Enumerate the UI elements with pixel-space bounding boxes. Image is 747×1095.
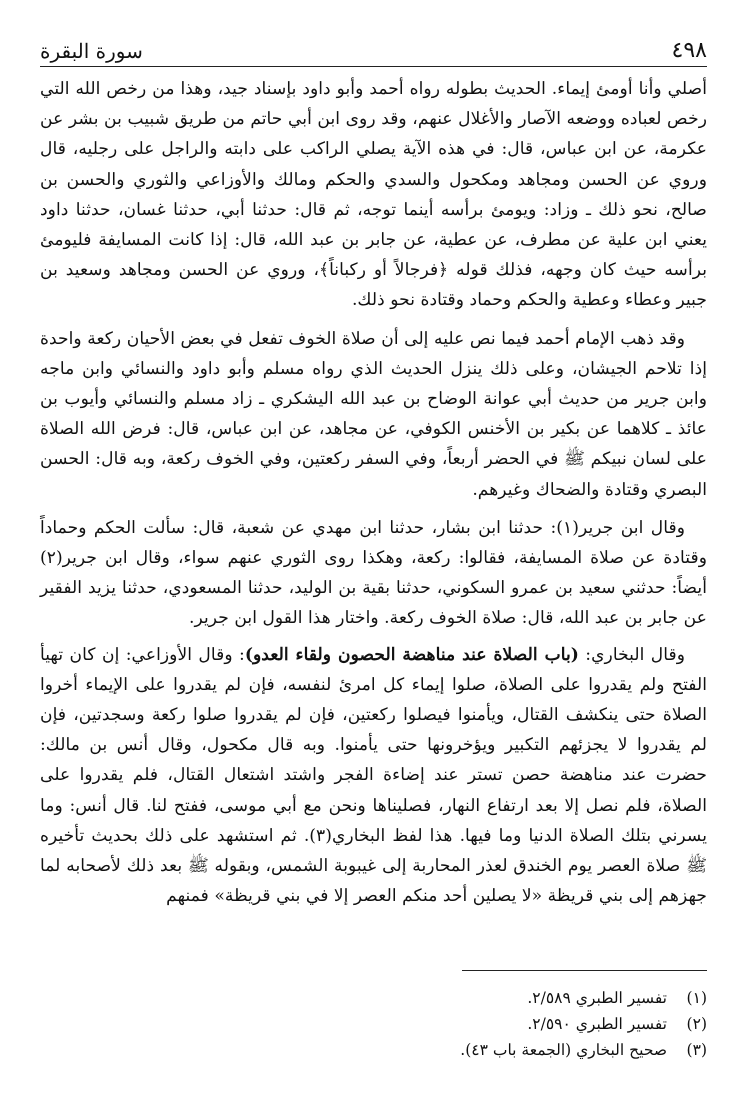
main-text <box>40 74 707 911</box>
footnote-text: تفسير الطبري ٢/٥٨٩. <box>527 989 667 1007</box>
bukhari-text: : وقال الأوزاعي: إن كان تهيأ الفتح ولم يقدروا على الصلاة، صلوا إيماء كل امرئ لنفسه، فإن لم يقدروا على الإيماء أخروا الصلاة حتى ينكشف القتال، ويأمنوا فيصلوا ركعتين، فإن لم يقدروا صلوا ركعة وسجدتين، فإن لم يقدروا لا يجزئهم التكبير ويؤخرونها حتى يأمنوا. وبه قال مكحول، وقال أنس بن مالك: حضرت عند مناهضة حصن تستر عند إضاءة الفجر واشتد اشتعال القتال، فلم يقدروا على الصلاة، فلم نصل إلا بعد ارتفاع النهار، فصليناها ونحن مع أبي موسى، ففتح لنا. قال أنس: وما يسرني بتلك الصلاة الدنيا وما فيها. هذا لفظ البخاري(٣). ثم استشهد على ذلك بحديث تأخيره ﷺ صلاة العصر يوم الخندق لعذر المحاربة إلى غيبوبة الشمس، وبقوله ﷺ بعد ذلك لأصحابه لما جهزهم إلى بني قريظة «لا يصلين أحد منكم العصر إلا في بني قريظة» فمنهم <box>40 644 707 907</box>
footnote-divider <box>462 970 707 971</box>
bukhari-chapter-title: (باب الصلاة عند مناهضة الحصون ولقاء العدو) <box>244 644 579 665</box>
paragraph: وقد ذهب الإمام أحمد فيما نص عليه إلى أن صلاة الخوف تفعل في بعض الأحيان ركعة واحدة إذا تلاحم الجيشان، وعلى ذلك ينزل الحديث الذي رواه مسلم وأبو داود والنسائي وابن ماجه وابن جرير من حديث أبي عوانة الوضاح بن عبد الله اليشكري ـ زاد مسلم والنسائي وأيوب بن عائذ ـ كلاهما عن بكير بن الأخنس الكوفي، عن مجاهد، عن ابن عباس، قال: فرض الله الصلاة على لسان نبيكم ﷺ في الحضر أربعاً، وفي السفر ركعتين، وفي الخوف ركعة، وبه قال: الحسن البصري وقتادة والضحاك وغيرهم. <box>40 328 708 500</box>
footnote-number: (٣) <box>686 1041 707 1059</box>
footnote-text: تفسير الطبري ٢/٥٩٠. <box>527 1015 667 1033</box>
footnote-number: (٢) <box>686 1015 707 1033</box>
paragraph: وقال ابن جرير(١): حدثنا ابن بشار، حدثنا ابن مهدي عن شعبة، قال: سألت الحكم وحماداً وقتادة عن صلاة المسايفة، فقالوا: ركعة، وهكذا روى الثوري عنهم سواء، وقال ابن جرير(٢) أيضاً: حدثني سعيد بن عمرو السكوني، حدثنا بقية بن الوليد، حدثنا المسعودي، حدثنا يزيد الفقير عن جابر بن عبد الله، قال: صلاة الخوف ركعة. واختار هذا القول ابن جرير. <box>40 517 707 629</box>
surah-title: سورة البقرة <box>40 39 143 63</box>
bukhari-intro: وقال البخاري: <box>578 644 685 665</box>
footnote <box>147 1011 707 1037</box>
footnote <box>147 1037 707 1063</box>
footnote <box>147 985 707 1011</box>
footnotes <box>147 985 707 1063</box>
page-header <box>40 32 707 67</box>
page-number: ٤٩٨ <box>671 38 707 63</box>
footnote-number: (١) <box>686 989 707 1007</box>
paragraph: أصلي وأنا أومئ إيماء. الحديث بطوله رواه أحمد وأبو داود بإسناد جيد، وهذا من رخص الله التي رخص لعباده ووضعه الآصار والأغلال عنهم، وقد روى ابن أبي حاتم من طريق شبيب بن بشر عن عكرمة، عن ابن عباس، قال: في هذه الآية يصلي الراكب على دابته والراجل على رجليه، قال وروي عن الحسن ومجاهد ومكحول والسدي والحكم ومالك والأوزاعي والثوري والحسن بن صالح، نحو ذلك ـ وزاد: ويومئ برأسه أينما توجه، ثم قال: حدثنا أبي، حدثنا غسان، حدثنا داود يعني ابن علية عن مطرف، عن عطية، عن جابر بن عبد الله، قال: إذا كانت المسايفة فليومئ برأسه حيث كان وجهه، فذلك قوله ﴿فرجالاً أو ركباناً﴾، وروي عن الحسن ومجاهد وسعيد بن جبير وعطاء وعطية والحكم وحماد وقتادة نحو ذلك. <box>40 79 707 311</box>
footnote-text: صحيح البخاري (الجمعة باب ٤٣). <box>460 1041 667 1059</box>
bukhari-paragraph <box>40 640 707 912</box>
